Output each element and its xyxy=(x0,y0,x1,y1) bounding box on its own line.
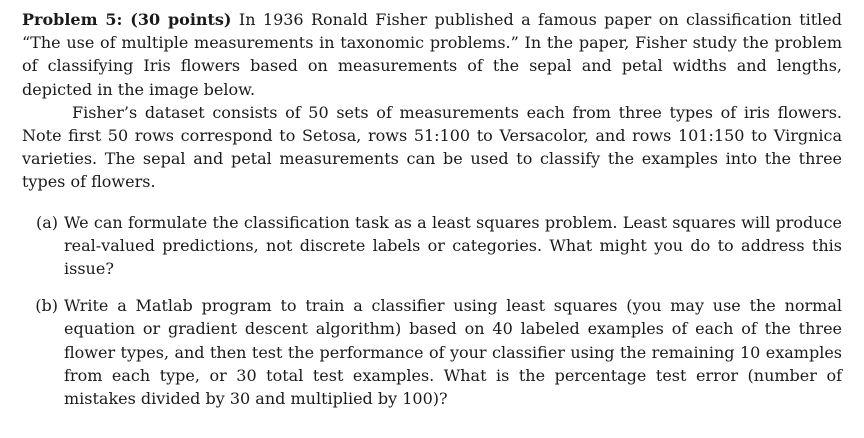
part-a-marker: (a) xyxy=(35,212,58,232)
question-part-b xyxy=(22,294,842,410)
problem-intro-text: In 1936 Ronald Fisher published a famous paper on classification titled “The use of multiple measurements in taxonomic problems.” In the paper, Fisher study the problem of classifying Iris flowers based on measurements of the sepal and petal widths and lengths, depicted in the image below. xyxy=(22,10,842,99)
part-a-text: We can formulate the classification task as a least squares problem. Least squares will produce real-valued predictions, not discrete labels or categories. What might you do to address this issue? xyxy=(64,212,842,279)
question-part-a xyxy=(22,211,842,281)
question-parts xyxy=(22,211,842,411)
problem-label: Problem 5: (30 points) xyxy=(22,10,232,29)
problem-intro-paragraph xyxy=(22,8,842,101)
dataset-paragraph: Fisher’s dataset consists of 50 sets of measurements each from three types of iris flowers. Note first 50 rows correspond to Setosa, rows 51:100 to Versacolor, and rows 101:150 to Virgnica varieties. The sepal and petal measurements can be used to classify the examples into the three types of flowers. xyxy=(22,102,842,192)
part-b-marker: (b) xyxy=(35,296,58,316)
part-b-text: Write a Matlab program to train a classifier using least squares (you may use the normal equation or gradient descent algorithm) based on 40 labeled examples of each of the three flower types, and then test the performance of your classifier using the remaining 10 examples from each type, or 30 total test examples. What is the percentage test error (number of mistakes divided by 30 and multiplied by 100)? xyxy=(64,296,842,409)
